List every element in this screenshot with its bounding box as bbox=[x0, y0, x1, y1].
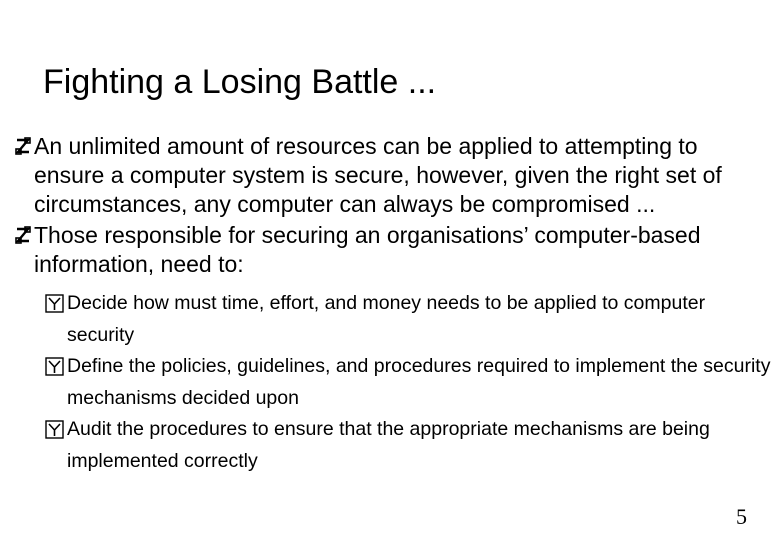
z-bullet-icon bbox=[14, 226, 32, 244]
page-number: 5 bbox=[736, 504, 747, 529]
sub-bullet-text: Audit the procedures to ensure that the appropriate mechanisms are being implemented correctly bbox=[67, 418, 710, 472]
sub-bullet-item bbox=[45, 414, 775, 477]
sub-bullet-list bbox=[45, 288, 775, 477]
z-bullet-icon bbox=[14, 137, 32, 155]
slide-title: Fighting a Losing Battle ... bbox=[43, 63, 437, 101]
bullet-item bbox=[14, 132, 774, 219]
sub-bullet-item bbox=[45, 288, 775, 351]
y-box-bullet-icon bbox=[45, 357, 64, 376]
y-box-bullet-icon bbox=[45, 294, 64, 313]
y-box-bullet-icon bbox=[45, 420, 64, 439]
sub-bullet-item bbox=[45, 351, 775, 414]
bullet-item bbox=[14, 221, 774, 279]
bullet-text: An unlimited amount of resources can be applied to attempting to ensure a computer system is secure, however, given the right set of circumstances, any computer can always be compromised ... bbox=[34, 133, 722, 217]
sub-bullet-text: Decide how must time, effort, and money needs to be applied to computer security bbox=[67, 292, 706, 346]
bullet-text: Those responsible for securing an organisations’ computer-based information, need to: bbox=[34, 222, 701, 277]
bullet-list bbox=[14, 132, 774, 477]
sub-bullet-text: Define the policies, guidelines, and procedures required to implement the security mechanisms decided upon bbox=[67, 355, 771, 409]
